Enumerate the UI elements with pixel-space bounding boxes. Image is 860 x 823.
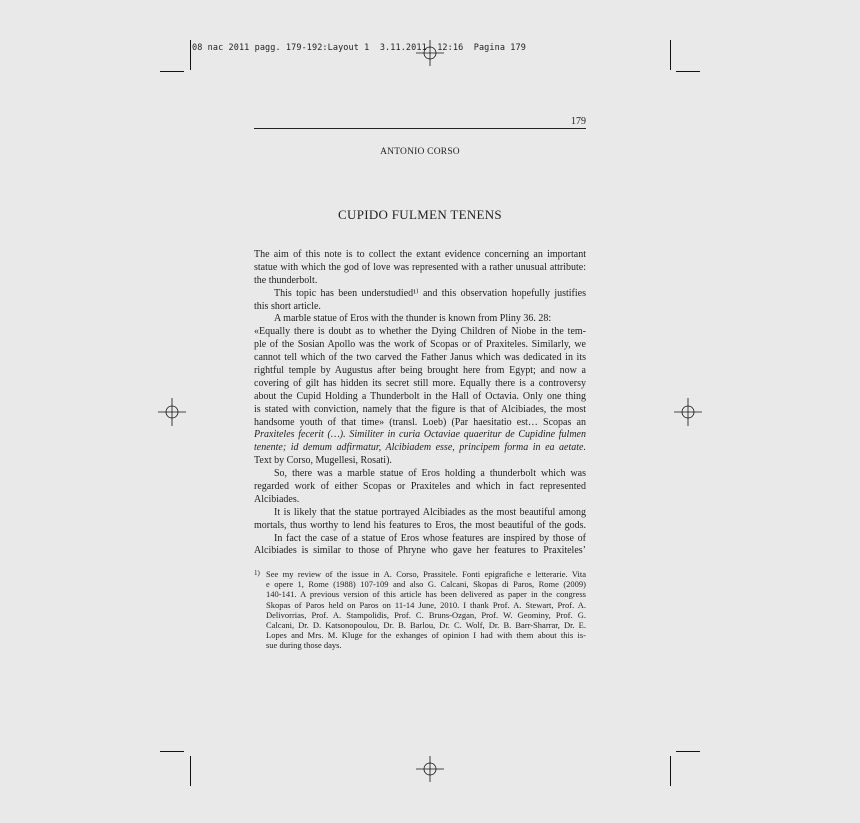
body-line: Alcibiades. [254, 493, 300, 505]
body-line: rightful temple by Augustus after being brought here from Egypt; and now a [254, 365, 586, 377]
footnote-line: Skopas of Paros held on Paros on 11-14 June, 2010. I thank Prof. A. Stewart, Prof. A. [266, 599, 586, 610]
article-title: CUPIDO FULMEN TENENS [338, 207, 502, 222]
body-line: Alcibiades is similar to those of Phryne who gave her features to Praxiteles’ [254, 545, 586, 557]
crop-mark-bottom-left-h [160, 751, 184, 752]
body-line: This topic has been understudied¹⁾ and this observation hopefully justifies [274, 287, 586, 299]
body-line: A marble statue of Eros with the thunder is known from Pliny 36. 28: [274, 313, 552, 325]
body-line: the thunderbolt. [254, 274, 318, 286]
footnote-line: Delivorrias, Prof. A. Stampolidis, Prof. C. Bruns-Ozgan, Prof. W. Geominy, Prof. G. [266, 609, 586, 620]
footnote-line: sue during those days. [266, 640, 342, 651]
body-line: So, there was a marble statue of Eros holding a thunderbolt which was [274, 468, 586, 480]
footnote-line: e opere 1, Rome (1988) 107-109 and also G. Calcani, Skopas di Paros, Rome (2009) [266, 579, 586, 590]
body-line: about the Cupid Holding a Thunderbolt in the Hall of Octavia. Only one thing [254, 390, 586, 402]
author-name: ANTONIO CORSO [380, 147, 460, 157]
crop-mark-top-left-v [190, 40, 191, 70]
crop-mark-bottom-right-h [676, 751, 700, 752]
footnote-marker: 1) [254, 569, 260, 577]
crop-mark-top-left-h [160, 71, 184, 72]
body-line: «Equally there is doubt as to whether the Dying Children of Niobe in the tem- [254, 326, 586, 338]
body-line: covering of gilt has hidden its secret still more. Equally there is a controversy [254, 377, 586, 389]
registration-mark-right-icon [674, 398, 702, 426]
registration-mark-top-icon [416, 40, 444, 66]
body-line: In fact the case of a statue of Eros whose features are inspired by those of [274, 532, 586, 544]
body-line: tenente; id demum adfirmatur, Alcibiadem esse, principem forma in ea aetate. [254, 442, 586, 454]
crop-mark-top-right-v [670, 40, 671, 70]
registration-mark-bottom-icon [416, 756, 444, 782]
body-line: is stated with conviction, namely that the figure is that of Alcibiades, the most [254, 403, 586, 415]
page-number: 179 [571, 116, 586, 127]
footnote [254, 569, 586, 651]
body-line: this short article. [254, 300, 321, 312]
body-line: cannot tell which of the two carved the Father Janus which was dedicated in its [254, 352, 586, 364]
body-line: ple of the Sosian Apollo was the work of Scopas or of Praxiteles. Similarly, we [254, 339, 586, 351]
footnote-line: Lopes and Mrs. M. Kluge for the exhanges of opinion I had with them about this is- [266, 630, 586, 641]
body-line: statue with which the god of love was represented with a rather unusual attribute: [254, 261, 586, 273]
body-line: Praxiteles fecerit (…). Similiter in curia Octaviae quaeritur de Cupidine fulmen [254, 429, 586, 441]
crop-mark-top-right-h [676, 71, 700, 72]
body-line: mortals, thus worthy to lend his features to Eros, the most beautiful of the gods. [254, 519, 586, 531]
body-line: regarded work of either Scopas or Praxiteles and which in fact represented [254, 481, 586, 493]
footnote-line: 140-141. A previous version of this article has been delivered as paper in the congress [266, 589, 586, 600]
body-line: handsome youth of that time» (transl. Loeb) (Par haesitatio est… Scopas an [254, 416, 586, 428]
registration-mark-left-icon [158, 398, 186, 426]
crop-mark-bottom-left-v [190, 756, 191, 786]
body-line: It is likely that the statue portrayed Alcibiades as the most beautiful among [274, 506, 586, 518]
print-slug-line: 08 nac 2011 pagg. 179-192:Layout 1 3.11.2011 12:16 Pagina 179 [192, 43, 526, 53]
body-line: The aim of this note is to collect the extant evidence concerning an important [254, 249, 586, 260]
footnote-line: See my review of the issue in A. Corso, Prassitele. Fonti epigrafiche e letterarie. Vita [266, 569, 586, 579]
body-text [254, 249, 586, 558]
header-rule [254, 128, 586, 129]
footnote-line: Calcani, Dr. D. Katsonopoulou, Dr. B. Barlou, Dr. C. Wolf, Dr. B. Barr-Sharrar, Dr. E. [266, 619, 586, 630]
body-line: Text by Corso, Mugellesi, Rosati). [254, 455, 392, 467]
crop-mark-bottom-right-v [670, 756, 671, 786]
